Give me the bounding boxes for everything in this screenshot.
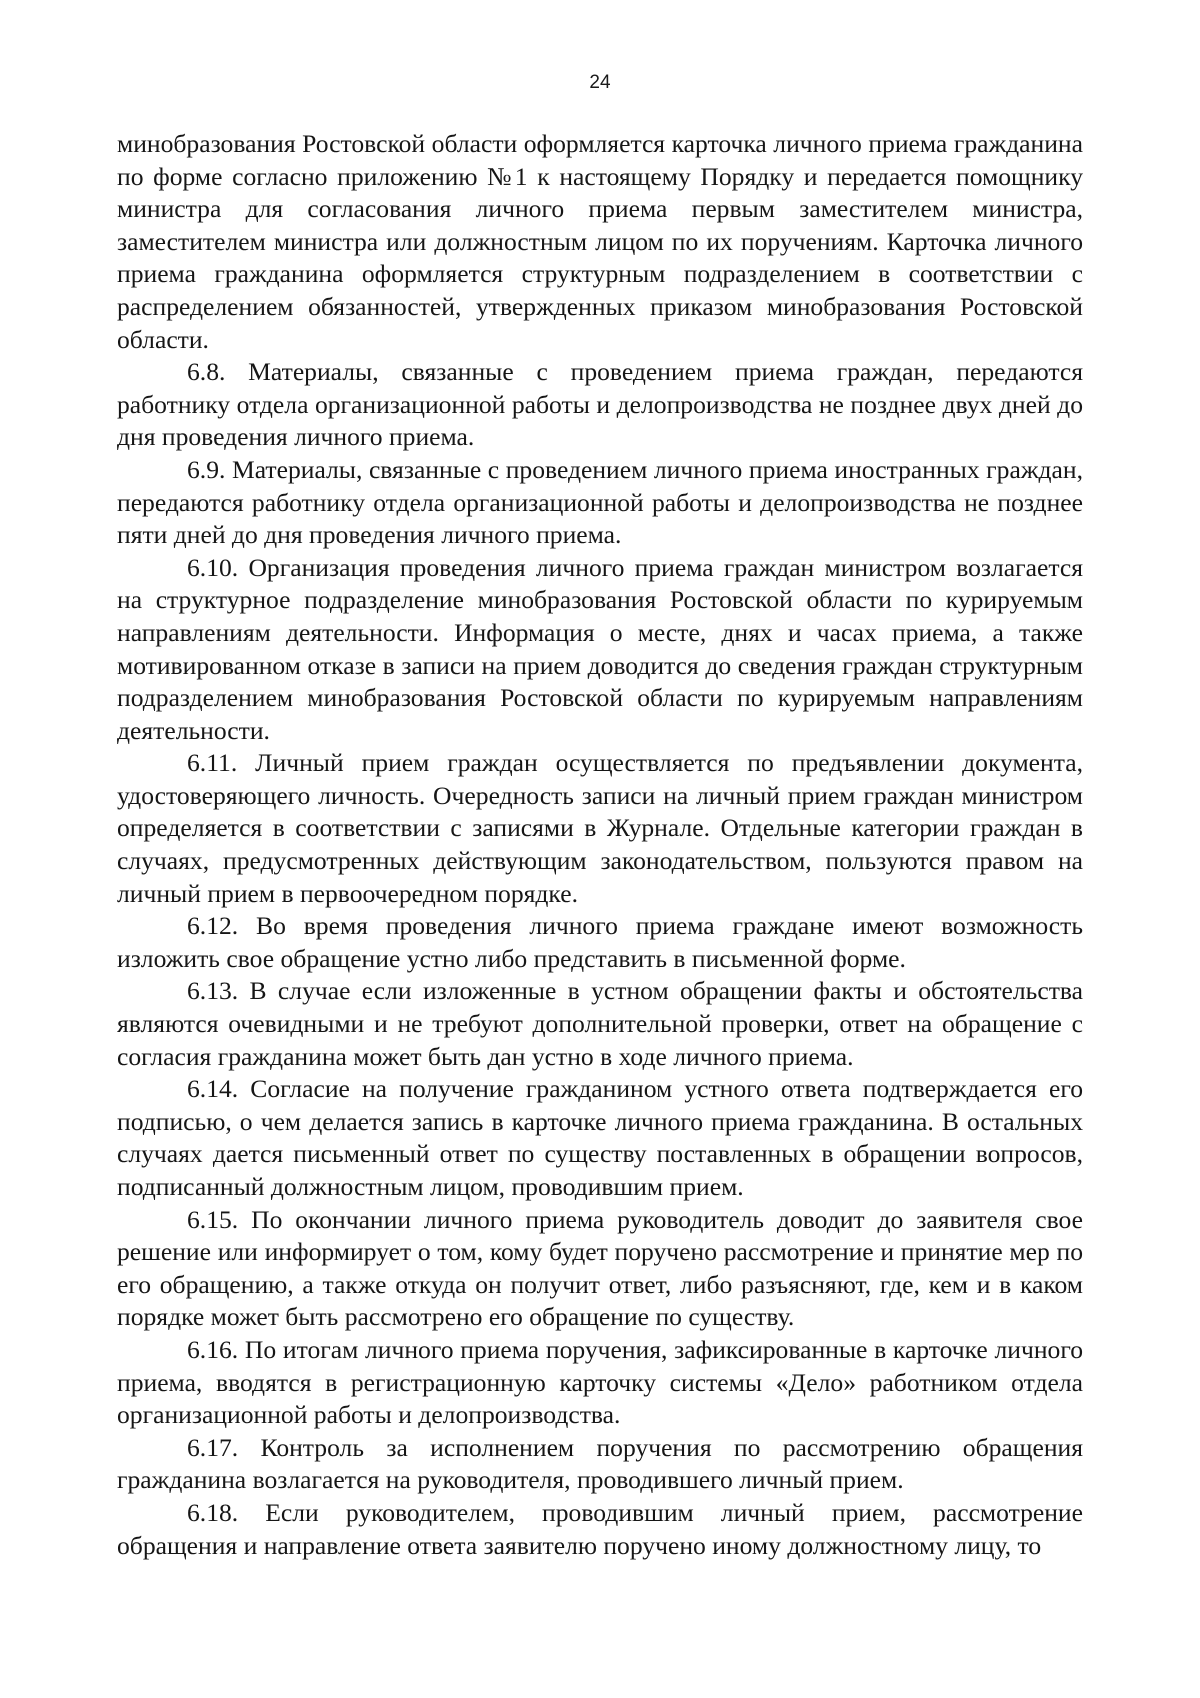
paragraph-6-11: 6.11. Личный прием граждан осуществляется по предъявлении документа, удостоверяющего личность. Очередность записи на личный прием граждан министром определяется в соответствии с записями в Журнале. Отдельные категории граждан в случаях, предусмотренных действующим законодательством, пользуются правом на личный прием в первоочередном порядке.: [117, 748, 1083, 908]
paragraph-6-14: 6.14. Согласие на получение гражданином устного ответа подтверждается его подписью, о чем делается запись в карточке личного приема гражданина. В остальных случаях дается письменный ответ по существу поставленных в обращении вопросов, подписанный должностным лицом, проводившим прием.: [117, 1074, 1083, 1201]
paragraph-6-16: 6.16. По итогам личного приема поручения, зафиксированные в карточке личного приема, вводятся в регистрационную карточку системы «Дело» работником отдела организационной работы и делопроизводства.: [117, 1334, 1083, 1430]
paragraph-6-18: 6.18. Если руководителем, проводившим личный прием, рассмотрение обращения и направление ответа заявителю поручено иному должностному лицу, то: [117, 1497, 1083, 1560]
paragraph-6-12: 6.12. Во время проведения личного приема граждане имеют возможность изложить свое обращение устно либо представить в письменной форме.: [117, 911, 1083, 973]
paragraph-6-15: 6.15. По окончании личного приема руководитель доводит до заявителя свое решение или информирует о том, кому будет поручено рассмотрение и принятие мер по его обращению, а также откуда он получит ответ, либо разъясняют, где, кем и в каком порядке может быть рассмотрено его обращение по существу.: [117, 1204, 1083, 1332]
page-number: 24: [589, 72, 611, 93]
document-body: [117, 128, 1083, 1562]
paragraph-6-13: 6.13. В случае если изложенные в устном обращении факты и обстоятельства являются очевидными и не требуют дополнительной проверки, ответ на обращение с согласия гражданина может быть дан устно в ходе личного приема.: [117, 976, 1083, 1071]
paragraph-6-10: 6.10. Организация проведения личного приема граждан министром возлагается на структурное подразделение минобразования Ростовской области по курируемым направлениям деятельности. Информация о месте, днях и часах приема, а также мотивированном отказе в записи на прием доводится до сведения граждан структурным подразделением минобразования Ростовской области по курируемым направлениям деятельности.: [117, 552, 1083, 745]
paragraph-continuation: минобразования Ростовской области оформляется карточка личного приема гражданина по форме согласно приложению №1 к настоящему Порядку и передается помощнику министра для согласования личного приема первым заместителем министра, заместителем министра или должностным лицом по их поручениям. Карточка личного приема гражданина оформляется структурным подразделением в соответствии с распределением обязанностей, утвержденных приказом минобразования Ростовской области.: [117, 129, 1083, 354]
paragraph-6-9: 6.9. Материалы, связанные с проведением личного приема иностранных граждан, передаются работнику отдела организационной работы и делопроизводства не позднее пяти дней до дня проведения личного приема.: [117, 454, 1083, 550]
paragraph-6-8: 6.8. Материалы, связанные с проведением приема граждан, передаются работнику отдела организационной работы и делопроизводства не позднее двух дней до дня проведения личного приема.: [117, 357, 1083, 452]
paragraph-6-17: 6.17. Контроль за исполнением поручения по рассмотрению обращения гражданина возлагается на руководителя, проводившего личный прием.: [117, 1432, 1083, 1495]
